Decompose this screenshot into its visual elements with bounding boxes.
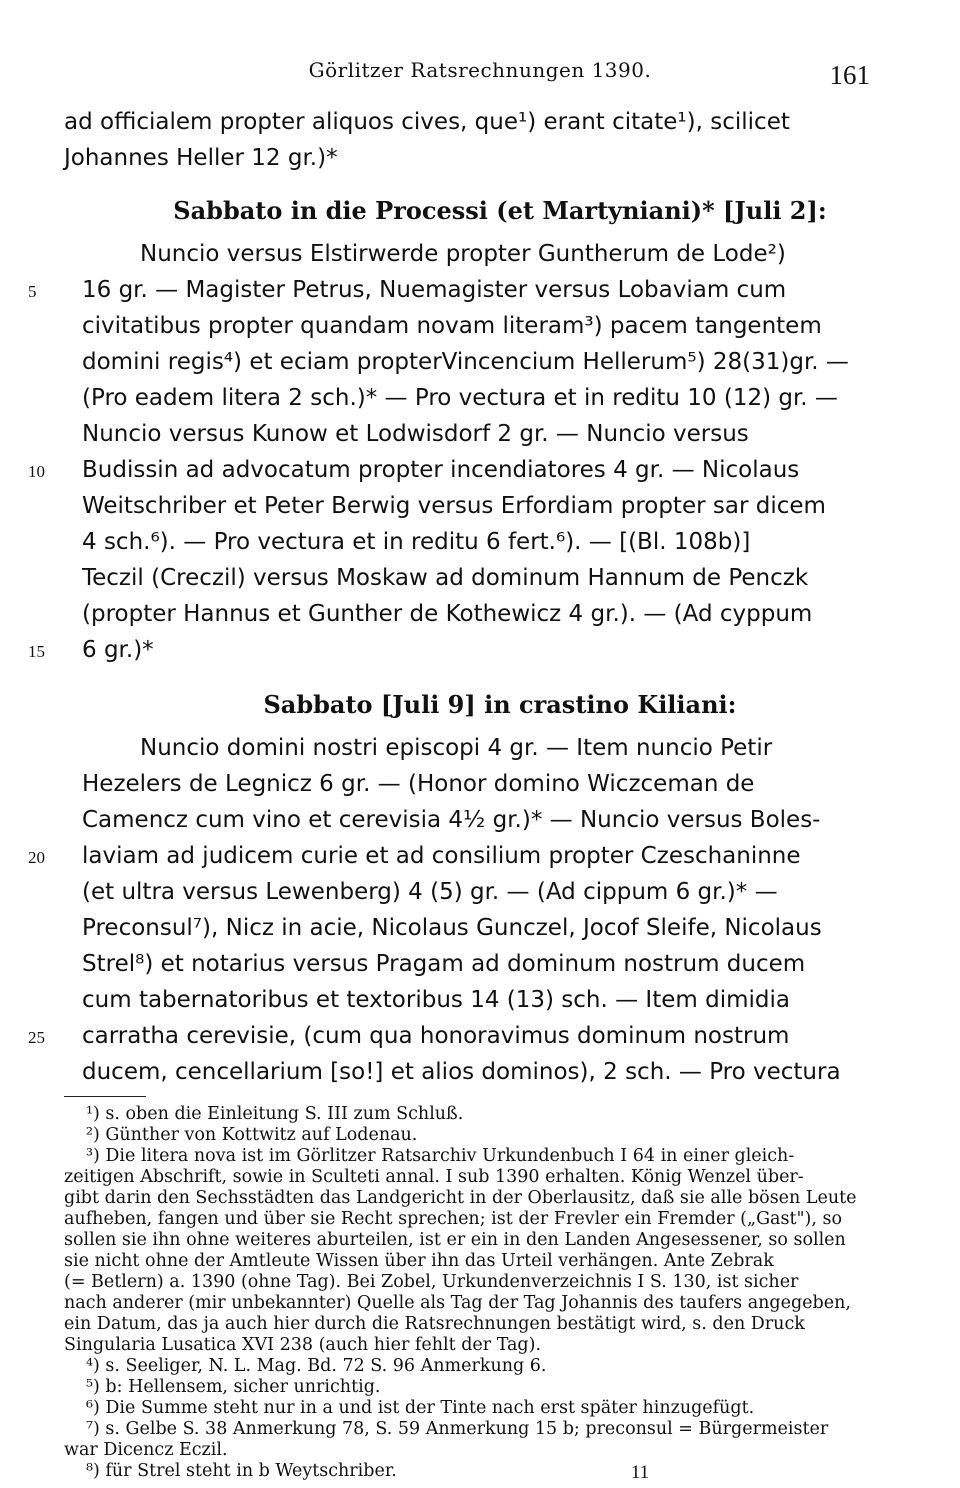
running-title: Görlitzer Ratsrechnungen 1390. [308,58,652,82]
footnote: sollen sie ihn ohne weiteres aburteilen, ist er ein in den Landen Angesessener, so sollen [64,1230,846,1250]
footnote: ⁸) für Strel steht in b Weytschriber. [86,1461,397,1481]
body-line: 16 gr. — Magister Petrus, Nuemagister versus Lobaviam cum [82,277,787,303]
body-line: Hezelers de Legnicz 6 gr. — (Honor domino Wiczceman de [82,771,755,797]
body-line: Nuncio versus Kunow et Lodwisdorf 2 gr. — Nuncio versus [82,421,749,447]
body-line: Budissin ad advocatum propter incendiatores 4 gr. — Nicolaus [82,457,800,483]
footnote: ⁴) s. Seeliger, N. L. Mag. Bd. 72 S. 96 Anmerkung 6. [86,1356,547,1376]
body-line: 6 gr.)* [82,637,154,663]
body-line: Preconsul⁷), Nicz in acie, Nicolaus Gunczel, Jocof Sleife, Nicolaus [82,915,822,941]
body-line: Strel⁸) et notarius versus Pragam ad dominum nostrum ducem [82,951,806,977]
body-line: domini regis⁴) et eciam propterVincencium Hellerum⁵) 28(31)gr. — [82,349,849,375]
body-line: ad officialem propter aliquos cives, que¹) erant citate¹), scilicet [64,109,790,135]
body-line: Camencz cum vino et cerevisia 4½ gr.)* — Nuncio versus Boles- [82,807,821,833]
footnote: war Dicencz Eczil. [64,1440,228,1460]
body-line: 4 sch.⁶). — Pro vectura et in reditu 6 fert.⁶). — [(Bl. 108b)] [82,529,751,555]
footnote: ein Datum, das ja auch hier durch die Ratsrechnungen bestätigt wird, s. den Druck [64,1314,805,1334]
footnote: (= Betlern) a. 1390 (ohne Tag). Bei Zobel, Urkundenverzeichnis I S. 130, ist sicher [64,1272,799,1292]
footnote: aufheben, fangen und über sie Recht sprechen; ist der Frevler ein Fremder („Gast"), so [64,1209,843,1229]
body-line: civitatibus propter quandam novam literam³) pacem tangentem [82,313,822,339]
section-heading: Sabbato [Juli 9] in crastino Kiliani: [263,690,737,719]
line-number: 20 [28,848,45,867]
footnote: ²) Günther von Kottwitz auf Lodenau. [86,1125,418,1145]
body-line: (propter Hannus et Gunther de Kothewicz 4 gr.). — (Ad cyppum [82,601,813,627]
line-number: 25 [28,1028,45,1047]
line-number: 10 [28,462,45,481]
body-line: laviam ad judicem curie et ad consilium propter Czeschaninne [82,843,801,869]
footnote: ⁶) Die Summe steht nur in a und ist der Tinte nach erst später hinzugefügt. [86,1398,755,1418]
footnote-rule [64,1096,146,1097]
section-heading: Sabbato in die Processi (et Martyniani)* [Juli 2]: [173,196,827,225]
body-line: Nuncio versus Elstirwerde propter Guntherum de Lode²) [140,241,786,267]
body-line: cum tabernatoribus et textoribus 14 (13) sch. — Item dimidia [82,987,790,1013]
footnote: ¹) s. oben die Einleitung S. III zum Schluß. [86,1104,464,1124]
body-line: Nuncio domini nostri episcopi 4 gr. — Item nuncio Petir [140,735,773,761]
body-line: Teczil (Creczil) versus Moskaw ad dominum Hannum de Penczk [82,565,809,591]
body-line: (et ultra versus Lewenberg) 4 (5) gr. — (Ad cippum 6 gr.)* — [82,879,778,905]
line-number: 15 [28,642,45,661]
footnote: gibt darin den Sechsstädten das Landgericht in der Oberlausitz, daß sie alle bösen Leute [64,1188,857,1208]
body-line: ducem, cencellarium [so!] et alios dominos), 2 sch. — Pro vectura [82,1059,841,1085]
footnote: zeitigen Abschrift, sowie in Sculteti annal. I sub 1390 erhalten. König Wenzel über- [64,1167,804,1187]
footnote: Singularia Lusatica XVI 238 (auch hier fehlt der Tag). [64,1335,542,1355]
signature-mark: 11 [630,1462,650,1483]
footnote: sie nicht ohne der Amtleute Wissen über ihn das Urteil verhängen. Ante Zebrak [64,1251,774,1271]
footnote: ⁵) b: Hellensem, sicher unrichtig. [86,1377,381,1397]
body-line: Weitschriber et Peter Berwig versus Erfordiam propter sar dicem [82,493,826,519]
body-line: Johannes Heller 12 gr.)* [64,145,338,171]
page-number: 161 [829,60,870,90]
body-line: carratha cerevisie, (cum qua honoravimus dominum nostrum [82,1023,790,1049]
footnote: nach anderer (mir unbekannter) Quelle als Tag der Tag Johannis des taufers angegeben, [64,1293,851,1313]
body-line: (Pro eadem litera 2 sch.)* — Pro vectura et in reditu 10 (12) gr. — [82,385,838,411]
footnote: ³) Die litera nova ist im Görlitzer Ratsarchiv Urkundenbuch I 64 in einer gleich- [86,1146,795,1166]
line-number: 5 [28,282,37,301]
footnote: ⁷) s. Gelbe S. 38 Anmerkung 78, S. 59 Anmerkung 15 b; preconsul = Bürgermeister [86,1419,829,1439]
